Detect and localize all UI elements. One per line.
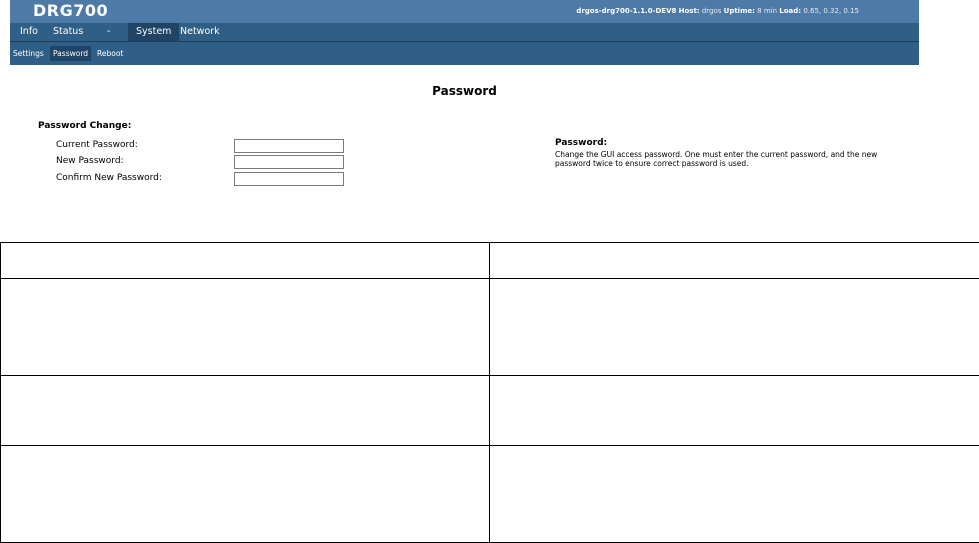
confirm-password-input[interactable] <box>234 172 344 186</box>
empty-table <box>0 242 979 543</box>
page-title: Password <box>432 84 497 98</box>
table-row <box>1 279 979 376</box>
table-cell <box>1 446 490 543</box>
device-label: drgos-drg700-1.1.0-DEV8 <box>576 7 677 15</box>
current-password-input[interactable] <box>234 139 344 153</box>
nav-item-system[interactable]: System <box>128 23 179 41</box>
sub-nav <box>10 42 919 65</box>
confirm-password-label: Confirm New Password: <box>56 173 162 183</box>
load-label: Load: <box>779 7 802 15</box>
table-cell <box>1 279 490 376</box>
subnav-item-settings[interactable]: Settings <box>13 49 44 58</box>
main-nav <box>10 23 919 42</box>
host-value: drgos <box>701 7 722 15</box>
app-header <box>10 0 919 65</box>
new-password-input[interactable] <box>234 155 344 169</box>
section-label: Password Change: <box>38 121 132 131</box>
table-row <box>1 243 979 279</box>
table-row <box>1 376 979 446</box>
nav-item-separator[interactable]: - <box>107 26 111 37</box>
app-title: DRG700 <box>33 1 109 20</box>
subnav-item-password[interactable]: Password <box>50 46 91 61</box>
help-text: Change the GUI access password. One must enter the current password, and the new password twice to ensure correct password is used. <box>555 150 878 168</box>
new-password-label: New Password: <box>56 156 124 166</box>
uptime-label: Uptime: <box>723 7 755 15</box>
nav-item-info[interactable]: Info <box>20 26 38 37</box>
current-password-label: Current Password: <box>56 140 138 150</box>
header-top-bar <box>10 0 919 23</box>
table-cell <box>490 243 979 279</box>
help-title: Password: <box>555 138 608 148</box>
table-cell <box>490 376 979 446</box>
nav-item-status[interactable]: Status <box>53 26 84 37</box>
system-info <box>576 7 859 15</box>
table-cell <box>1 243 490 279</box>
subnav-item-reboot[interactable]: Reboot <box>97 49 124 58</box>
table-cell <box>490 446 979 543</box>
host-label: Host: <box>678 7 700 15</box>
load-value: 0.65, 0.32, 0.15 <box>803 7 859 15</box>
uptime-value: 8 min <box>757 7 778 15</box>
nav-item-network[interactable]: Network <box>180 26 220 37</box>
table-row <box>1 446 979 543</box>
table-cell <box>490 279 979 376</box>
table-cell <box>1 376 490 446</box>
